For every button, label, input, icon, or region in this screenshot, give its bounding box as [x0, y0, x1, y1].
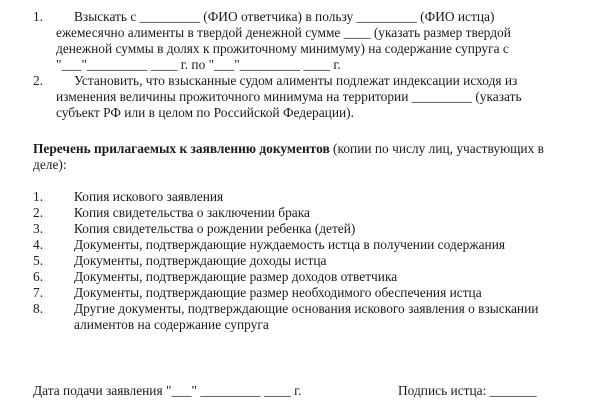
doc-number: 7. — [33, 285, 44, 300]
doc-item: Другие документы, подтверждающие основания искового заявления о взыскании — [74, 301, 539, 316]
doc-item: Копия свидетельства о рождении ребенка (детей) — [74, 221, 356, 236]
item-2-line-2: изменения величины прожиточного минимума на территории _________ (указать — [56, 89, 522, 104]
attachments-heading-rest: (копии по числу лиц, участвующих в — [333, 141, 544, 156]
doc-item: Документы, подтверждающие доходы истца — [74, 253, 327, 268]
item-2-line-1: Установить, что взысканные судом алименты подлежат индексации исходя из — [74, 73, 518, 88]
doc-item: Документы, подтверждающие размер доходов ответчика — [74, 269, 398, 284]
doc-number: 2. — [33, 205, 44, 220]
doc-number: 1. — [33, 189, 44, 204]
attachments-heading — [33, 141, 544, 157]
item-2-line-3: субъект РФ или в целом по Российской Федерации). — [56, 105, 354, 120]
item-1-line-3: денежной суммы в долях к прожиточному минимуму) на содержание супруга с — [56, 41, 509, 56]
doc-number: 4. — [33, 237, 44, 252]
doc-item: Копия искового заявления — [74, 189, 224, 204]
doc-number: 3. — [33, 221, 44, 236]
doc-number: 6. — [33, 269, 44, 284]
filing-date-field: Дата подачи заявления "___" _________ ____ г. — [33, 383, 302, 398]
doc-item: Документы, подтверждающие размер необходимого обеспечения истца — [74, 285, 482, 300]
doc-number: 8. — [33, 301, 44, 316]
attachments-heading-bold: Перечень прилагаемых к заявлению документов — [33, 141, 330, 156]
item-1-line-1 — [74, 9, 584, 25]
doc-item: Копия свидетельства о заключении брака — [74, 205, 310, 220]
item-number: 2. — [33, 73, 44, 88]
doc-item: Документы, подтверждающие нуждаемость истца в получении содержания — [74, 237, 506, 252]
item-1-line-1-text: Взыскать с _________ (ФИО ответчика) в пользу _________ (ФИО истца) — [74, 9, 495, 24]
item-1-line-4: "___"_________ ____ г. по "___"_________ ____ г. — [56, 57, 341, 72]
doc-number: 5. — [33, 253, 44, 268]
doc-item-continuation: алиментов на содержание супруга — [74, 317, 269, 332]
item-1-line-2: ежемесячно алименты в твердой денежной сумме ____ (указать размер твердой — [56, 25, 511, 40]
signature-field: Подпись истца: _______ — [398, 383, 537, 398]
attachments-heading-line-2: деле): — [33, 157, 67, 172]
item-number: 1. — [33, 9, 44, 24]
